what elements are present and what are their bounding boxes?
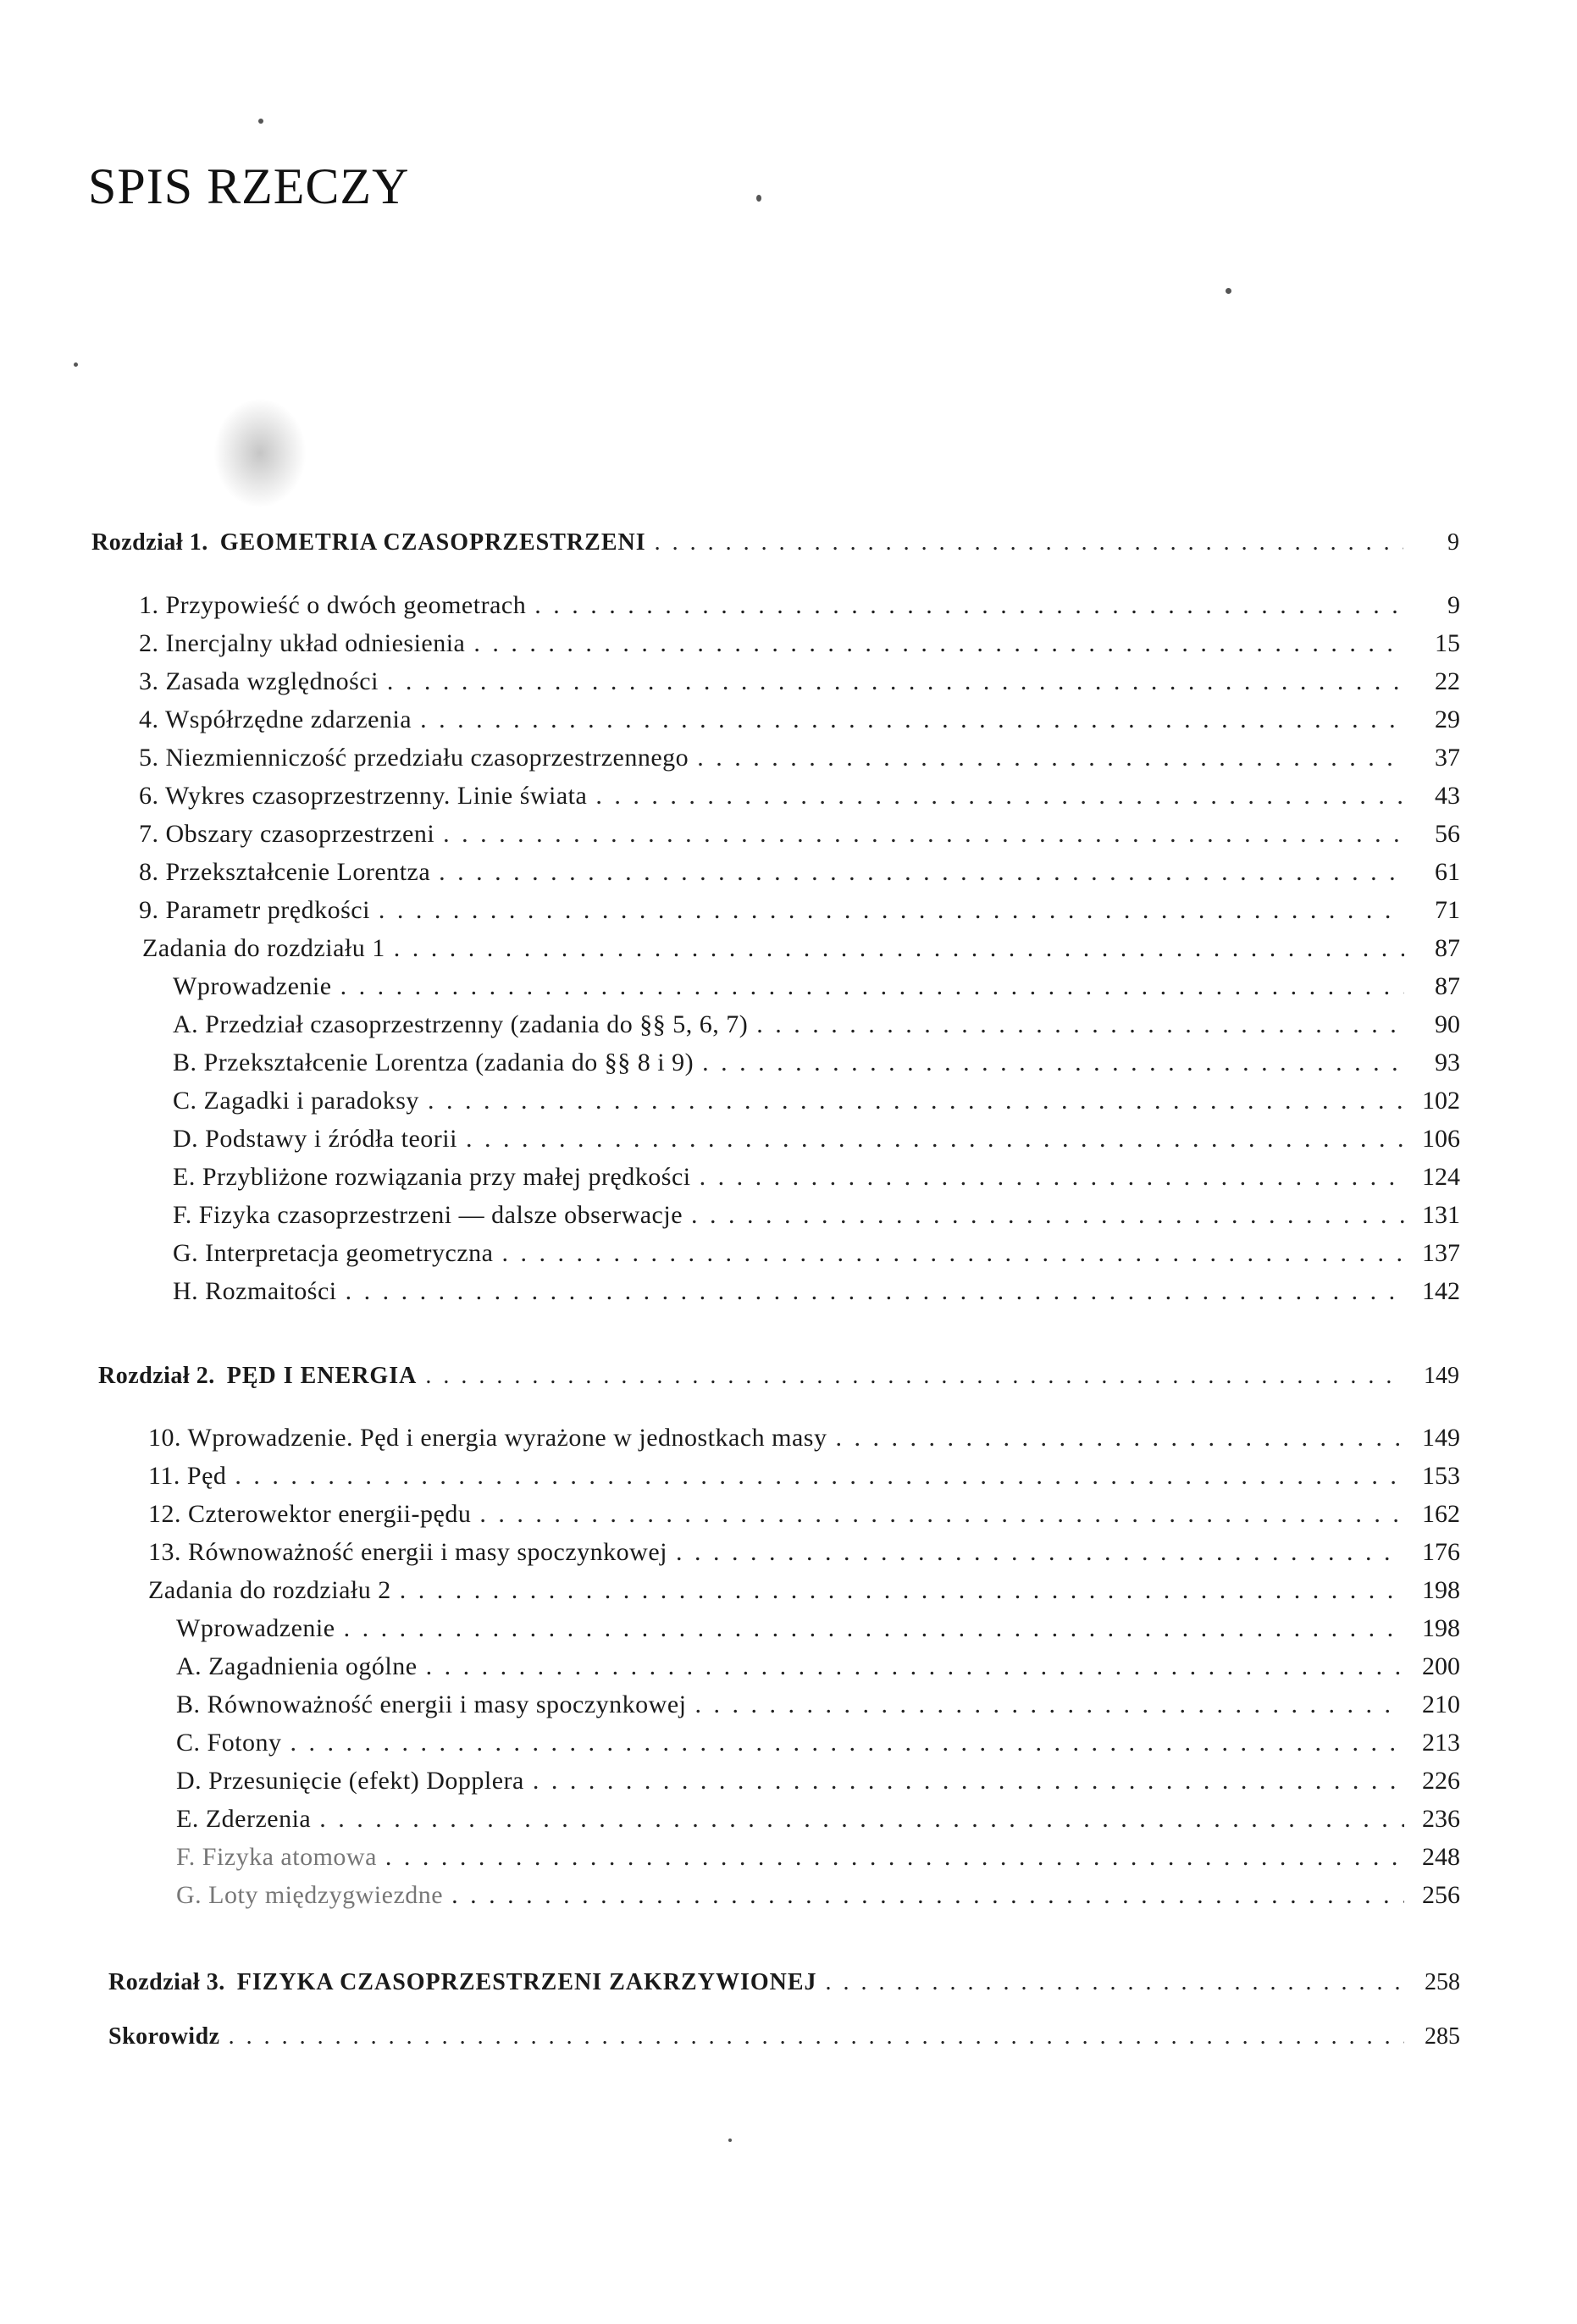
leader-dots bbox=[340, 971, 1404, 1003]
toc-entry[interactable] bbox=[176, 1651, 1460, 1683]
chapter-prefix: Rozdział 2. bbox=[98, 1363, 215, 1389]
leader-dots bbox=[501, 1237, 1404, 1270]
entry-label: 13. Równoważność energii i masy spoczynkowej bbox=[148, 1538, 667, 1566]
leader-dots bbox=[451, 1879, 1404, 1912]
leader-dots bbox=[691, 1199, 1404, 1231]
leader-dots bbox=[426, 1651, 1404, 1683]
leader-dots bbox=[697, 742, 1404, 774]
entry-label: C. Zagadki i paradoksy bbox=[173, 1087, 419, 1115]
entry-label: 1. Przypowieść o dwóch geometrach bbox=[139, 591, 527, 619]
toc-entry[interactable] bbox=[176, 1803, 1460, 1835]
leader-dots bbox=[534, 589, 1404, 622]
entry-label: Wprowadzenie bbox=[173, 972, 332, 1000]
entry-label: 9. Parametr prędkości bbox=[139, 896, 370, 924]
chapter-prefix: Rozdział 1. bbox=[91, 529, 208, 556]
leader-dots bbox=[387, 666, 1404, 698]
page-title: SPIS RZECZY bbox=[88, 158, 410, 214]
page-number: 61 bbox=[1435, 858, 1460, 886]
chapter-prefix: Rozdział 3. bbox=[108, 1969, 225, 1995]
leader-dots bbox=[428, 1085, 1404, 1117]
page-number: 149 bbox=[1422, 1424, 1460, 1452]
entry-label: H. Rozmaitości bbox=[173, 1277, 337, 1305]
toc-entry[interactable] bbox=[176, 1765, 1460, 1797]
leader-dots bbox=[235, 1460, 1404, 1492]
page-number: 149 bbox=[1424, 1363, 1459, 1389]
entry-label: E. Przybliżone rozwiązania przy małej prędkości bbox=[173, 1163, 691, 1191]
toc-entry[interactable] bbox=[139, 780, 1460, 812]
toc-entry[interactable] bbox=[173, 1199, 1460, 1231]
chapter-1-heading[interactable] bbox=[91, 527, 1459, 559]
chapter-label bbox=[108, 1967, 817, 1999]
entry-label: F. Fizyka czasoprzestrzeni — dalsze obserwacje bbox=[173, 1201, 683, 1229]
leader-dots bbox=[676, 1536, 1404, 1569]
index-label: Skorowidz bbox=[108, 2023, 220, 2050]
page-number: 210 bbox=[1422, 1690, 1460, 1718]
leader-dots bbox=[533, 1765, 1404, 1797]
page-number: 56 bbox=[1435, 820, 1460, 848]
page-number: 87 bbox=[1435, 972, 1460, 1000]
toc-entry[interactable] bbox=[173, 1123, 1460, 1155]
toc-entry[interactable] bbox=[176, 1841, 1460, 1873]
leader-dots bbox=[229, 2021, 1404, 2053]
page-number: 43 bbox=[1435, 782, 1460, 810]
leader-dots bbox=[400, 1574, 1404, 1607]
page-number: 200 bbox=[1422, 1652, 1460, 1680]
page-number: 131 bbox=[1422, 1201, 1460, 1229]
entry-label: A. Zagadnienia ogólne bbox=[176, 1652, 418, 1680]
toc-entry[interactable] bbox=[173, 1237, 1460, 1270]
entry-label: 7. Obszary czasoprzestrzeni bbox=[139, 820, 435, 848]
page-number: 258 bbox=[1425, 1969, 1460, 1995]
leader-dots bbox=[420, 704, 1404, 736]
toc-entry[interactable] bbox=[148, 1498, 1460, 1530]
entry-label: F. Fizyka atomowa bbox=[176, 1843, 377, 1871]
page-number: 124 bbox=[1422, 1163, 1460, 1191]
toc-entry[interactable] bbox=[139, 818, 1460, 850]
entry-label: G. Loty międzygwiezdne bbox=[176, 1881, 444, 1909]
toc-entry[interactable] bbox=[173, 1047, 1460, 1079]
toc-entry[interactable] bbox=[148, 1422, 1460, 1454]
leader-dots bbox=[344, 1613, 1404, 1645]
page-number: 226 bbox=[1422, 1767, 1460, 1795]
chapter-title: GEOMETRIA CZASOPRZESTRZENI bbox=[219, 529, 646, 556]
page-number: 137 bbox=[1422, 1239, 1460, 1267]
toc-entry[interactable] bbox=[139, 742, 1460, 774]
page-number: 22 bbox=[1435, 667, 1460, 695]
chapter-title: PĘD I ENERGIA bbox=[226, 1363, 418, 1389]
toc-entry[interactable] bbox=[139, 628, 1460, 660]
leader-dots bbox=[695, 1689, 1404, 1721]
entry-label: 2. Inercjalny układ odniesienia bbox=[139, 629, 466, 657]
entry-label: 8. Przekształcenie Lorentza bbox=[139, 858, 431, 886]
entry-label: 4. Współrzędne zdarzenia bbox=[139, 706, 412, 733]
chapter-3-heading[interactable] bbox=[108, 1967, 1460, 1999]
toc-entry[interactable] bbox=[148, 1460, 1460, 1492]
index-entry[interactable] bbox=[108, 2021, 1460, 2053]
page-number: 248 bbox=[1422, 1843, 1460, 1871]
page-number: 9 bbox=[1447, 591, 1460, 619]
toc-entry[interactable] bbox=[173, 1275, 1460, 1308]
page-number: 29 bbox=[1435, 706, 1460, 733]
toc-entry[interactable] bbox=[176, 1879, 1460, 1912]
page-number: 142 bbox=[1422, 1277, 1460, 1305]
entry-label: B. Równoważność energii i masy spoczynkowej bbox=[176, 1690, 687, 1718]
toc-entry[interactable] bbox=[176, 1613, 1460, 1645]
leader-dots bbox=[479, 1498, 1404, 1530]
page-number: 15 bbox=[1435, 629, 1460, 657]
toc-entry[interactable] bbox=[148, 1574, 1460, 1607]
leader-dots bbox=[595, 780, 1404, 812]
page-number: 37 bbox=[1435, 744, 1460, 772]
leader-dots bbox=[319, 1803, 1404, 1835]
entry-label: Zadania do rozdziału 2 bbox=[148, 1576, 391, 1604]
page-number: 93 bbox=[1435, 1049, 1460, 1076]
page-number: 213 bbox=[1422, 1729, 1460, 1757]
page-number: 236 bbox=[1422, 1805, 1460, 1833]
entry-label: 11. Pęd bbox=[148, 1462, 227, 1490]
chapter-title: FIZYKA CZASOPRZESTRZENI ZAKRZYWIONEJ bbox=[236, 1969, 817, 1995]
page-number: 153 bbox=[1422, 1462, 1460, 1490]
toc-entry[interactable] bbox=[142, 932, 1460, 965]
leader-dots bbox=[826, 1967, 1404, 1999]
leader-dots bbox=[655, 527, 1403, 559]
page-number: 198 bbox=[1422, 1614, 1460, 1642]
leader-dots bbox=[346, 1275, 1404, 1308]
toc-entry[interactable] bbox=[173, 971, 1460, 1003]
page-number: 176 bbox=[1422, 1538, 1460, 1566]
page-number: 90 bbox=[1435, 1010, 1460, 1038]
page-number: 102 bbox=[1422, 1087, 1460, 1115]
leader-dots bbox=[394, 932, 1404, 965]
leader-dots bbox=[290, 1727, 1404, 1759]
entry-label: Zadania do rozdziału 1 bbox=[142, 934, 385, 962]
leader-dots bbox=[756, 1009, 1404, 1041]
toc-entry[interactable] bbox=[148, 1536, 1460, 1569]
toc-entry[interactable] bbox=[139, 894, 1460, 927]
entry-label: G. Interpretacja geometryczna bbox=[173, 1239, 494, 1267]
entry-label: E. Zderzenia bbox=[176, 1805, 312, 1833]
leader-dots bbox=[702, 1047, 1404, 1079]
entry-label: 6. Wykres czasoprzestrzenny. Linie świata bbox=[139, 782, 588, 810]
leader-dots bbox=[385, 1841, 1404, 1873]
leader-dots bbox=[425, 1360, 1403, 1392]
chapter-label bbox=[98, 1360, 417, 1392]
page-number: 71 bbox=[1435, 896, 1460, 924]
toc-entry[interactable] bbox=[139, 666, 1460, 698]
toc-entry[interactable] bbox=[139, 856, 1460, 888]
entry-label: 5. Niezmienniczość przedziału czasoprzestrzennego bbox=[139, 744, 689, 772]
entry-label: A. Przedział czasoprzestrzenny (zadania do §§ 5, 6, 7) bbox=[173, 1010, 749, 1038]
page-number: 256 bbox=[1422, 1881, 1460, 1909]
toc-entry[interactable] bbox=[176, 1689, 1460, 1721]
leader-dots bbox=[379, 894, 1404, 927]
toc-entry[interactable] bbox=[139, 704, 1460, 736]
entry-label: B. Przekształcenie Lorentza (zadania do §§ 8 i 9) bbox=[173, 1049, 694, 1076]
entry-label: 3. Zasada względności bbox=[139, 667, 379, 695]
leader-dots bbox=[473, 628, 1404, 660]
chapter-2-heading[interactable] bbox=[98, 1360, 1459, 1392]
chapter-label bbox=[91, 527, 646, 559]
page-number: 198 bbox=[1422, 1576, 1460, 1604]
leader-dots bbox=[466, 1123, 1404, 1155]
toc-entry[interactable] bbox=[173, 1161, 1460, 1193]
page-number: 9 bbox=[1447, 529, 1459, 556]
entry-label: D. Podstawy i źródła teorii bbox=[173, 1125, 457, 1153]
entry-label: 12. Czterowektor energii-pędu bbox=[148, 1500, 472, 1528]
leader-dots bbox=[700, 1161, 1404, 1193]
entry-label: Wprowadzenie bbox=[176, 1614, 335, 1642]
entry-label: C. Fotony bbox=[176, 1729, 282, 1757]
toc-entry[interactable] bbox=[173, 1085, 1460, 1117]
entry-label: D. Przesunięcie (efekt) Dopplera bbox=[176, 1767, 524, 1795]
page-number: 87 bbox=[1435, 934, 1460, 962]
leader-dots bbox=[835, 1422, 1404, 1454]
toc-entry[interactable] bbox=[176, 1727, 1460, 1759]
leader-dots bbox=[439, 856, 1404, 888]
page-number: 106 bbox=[1422, 1125, 1460, 1153]
toc-entry[interactable] bbox=[139, 589, 1460, 622]
entry-label: 10. Wprowadzenie. Pęd i energia wyrażone w jednostkach masy bbox=[148, 1424, 827, 1452]
toc-entry[interactable] bbox=[173, 1009, 1460, 1041]
leader-dots bbox=[443, 818, 1404, 850]
page-number: 285 bbox=[1425, 2023, 1460, 2050]
page-number: 162 bbox=[1422, 1500, 1460, 1528]
